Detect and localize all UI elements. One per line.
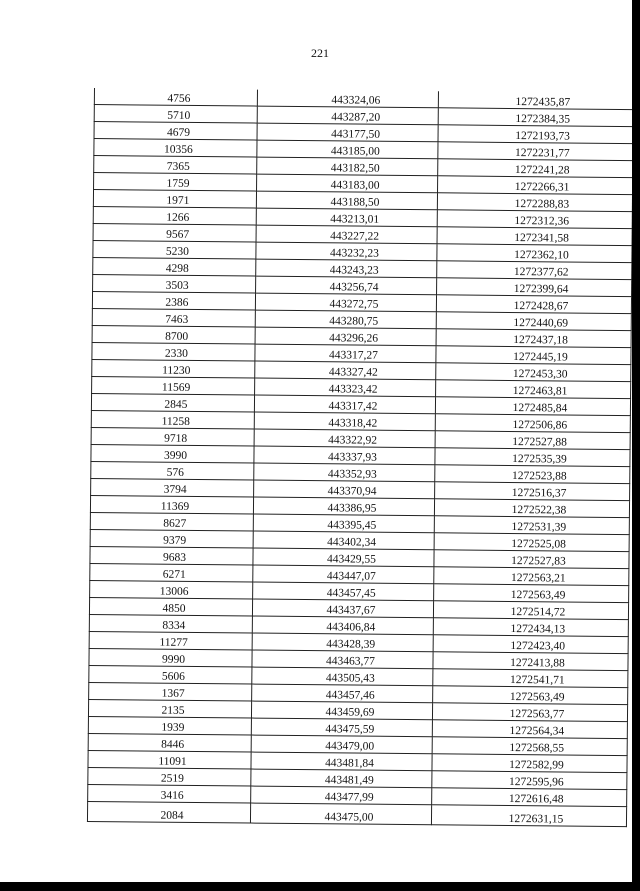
point-id-cell: 8627 [90,512,253,531]
y-coordinate-cell: 1272514,72 [433,601,628,620]
point-id-cell: 3416 [88,784,251,803]
x-coordinate-cell: 443463,77 [252,650,433,669]
point-id-cell: 5606 [89,665,252,684]
x-coordinate-cell: 443185,00 [257,140,438,159]
x-coordinate-cell: 443406,84 [252,616,433,635]
y-coordinate-cell: 1272516,37 [435,482,630,501]
y-coordinate-cell: 1272523,88 [435,465,630,484]
y-coordinate-cell: 1272288,83 [437,193,632,212]
y-coordinate-cell: 1272453,30 [436,363,631,382]
y-coordinate-cell: 1272384,35 [438,108,633,127]
x-coordinate-cell: 443317,27 [255,344,436,363]
point-id-cell: 9379 [90,529,253,548]
y-coordinate-cell: 1272563,49 [434,584,629,603]
point-id-cell: 1759 [94,173,257,192]
y-coordinate-cell: 1272231,77 [438,142,633,161]
y-coordinate-cell: 1272563,49 [433,686,628,705]
y-coordinate-cell: 1272440,69 [436,312,631,331]
y-coordinate-cell: 1272485,84 [435,397,630,416]
y-coordinate-cell: 1272312,36 [437,210,632,229]
point-id-cell: 2845 [91,393,254,412]
y-coordinate-cell: 1272541,71 [433,669,628,688]
y-coordinate-cell: 1272563,21 [434,567,629,586]
x-coordinate-cell: 443322,92 [254,429,435,448]
y-coordinate-cell: 1272582,99 [432,754,627,773]
y-coordinate-cell: 1272266,31 [438,176,633,195]
x-coordinate-cell: 443317,42 [254,395,435,414]
x-coordinate-cell: 443318,42 [254,412,435,431]
point-id-cell: 2084 [87,801,250,823]
x-coordinate-cell: 443232,23 [256,242,437,261]
point-id-cell: 3794 [91,478,254,497]
y-coordinate-cell: 1272531,39 [434,516,629,535]
point-id-cell: 3990 [91,444,254,463]
y-coordinate-cell: 1272341,58 [437,227,632,246]
page-number: 221 [311,46,329,60]
y-coordinate-cell: 1272362,10 [437,244,632,263]
point-id-cell: 8700 [92,325,255,344]
y-coordinate-cell: 1272527,83 [434,550,629,569]
scan-border-right [632,0,640,891]
point-id-cell: 4679 [94,122,257,141]
point-id-cell: 2330 [92,342,255,361]
y-coordinate-cell: 1272241,28 [438,159,633,178]
point-id-cell: 11091 [88,750,251,769]
x-coordinate-cell: 443327,42 [255,361,436,380]
point-id-cell: 11569 [92,376,255,395]
x-coordinate-cell: 443256,74 [256,276,437,295]
y-coordinate-cell: 1272423,40 [433,635,628,654]
x-coordinate-cell: 443437,67 [252,599,433,618]
x-coordinate-cell: 443323,42 [255,378,436,397]
y-coordinate-cell: 1272435,87 [438,91,633,109]
y-coordinate-cell: 1272595,96 [432,771,627,790]
point-id-cell: 2386 [92,291,255,310]
point-id-cell: 5230 [93,240,256,259]
point-id-cell: 8334 [89,614,252,633]
point-id-cell: 4298 [93,257,256,276]
point-id-cell: 5710 [94,105,257,124]
point-id-cell: 4850 [89,597,252,616]
coordinates-table-body [87,88,633,827]
x-coordinate-cell: 443477,99 [251,786,432,805]
point-id-cell: 7365 [94,156,257,175]
coordinates-table [87,88,634,827]
x-coordinate-cell: 443324,06 [257,90,438,108]
point-id-cell: 6271 [90,563,253,582]
y-coordinate-cell: 1272525,08 [434,533,629,552]
point-id-cell: 3503 [93,274,256,293]
y-coordinate-cell: 1272193,73 [438,125,633,144]
point-id-cell: 4756 [94,88,257,106]
y-coordinate-cell: 1272437,18 [436,329,631,348]
y-coordinate-cell: 1272527,88 [435,431,630,450]
point-id-cell: 2519 [88,767,251,786]
y-coordinate-cell: 1272428,67 [436,295,631,314]
x-coordinate-cell: 443227,22 [256,225,437,244]
x-coordinate-cell: 443429,55 [253,548,434,567]
point-id-cell: 1971 [93,190,256,209]
y-coordinate-cell: 1272631,15 [431,805,626,827]
coordinates-table-wrapper [87,88,634,827]
x-coordinate-cell: 443287,20 [257,106,438,125]
x-coordinate-cell: 443183,00 [257,174,438,193]
x-coordinate-cell: 443280,75 [255,310,436,329]
y-coordinate-cell: 1272522,38 [434,499,629,518]
y-coordinate-cell: 1272399,64 [437,278,632,297]
y-coordinate-cell: 1272413,88 [433,652,628,671]
x-coordinate-cell: 443370,94 [254,480,435,499]
x-coordinate-cell: 443428,39 [252,633,433,652]
point-id-cell: 576 [91,461,254,480]
point-id-cell: 13006 [90,580,253,599]
x-coordinate-cell: 443386,95 [253,497,434,516]
x-coordinate-cell: 443505,43 [252,667,433,686]
point-id-cell: 11230 [92,359,255,378]
x-coordinate-cell: 443481,84 [251,752,432,771]
x-coordinate-cell: 443459,69 [251,701,432,720]
y-coordinate-cell: 1272434,13 [433,618,628,637]
x-coordinate-cell: 443475,59 [251,718,432,737]
x-coordinate-cell: 443177,50 [257,123,438,142]
x-coordinate-cell: 443479,00 [251,735,432,754]
point-id-cell: 1266 [93,206,256,225]
x-coordinate-cell: 443213,01 [256,208,437,227]
y-coordinate-cell: 1272535,39 [435,448,630,467]
point-id-cell: 11277 [89,631,252,650]
y-coordinate-cell: 1272506,86 [435,414,630,433]
point-id-cell: 11369 [90,495,253,514]
point-id-cell: 8446 [88,733,251,752]
y-coordinate-cell: 1272377,62 [437,261,632,280]
x-coordinate-cell: 443475,00 [250,803,431,825]
x-coordinate-cell: 443337,93 [254,446,435,465]
x-coordinate-cell: 443188,50 [256,191,437,210]
point-id-cell: 10356 [94,139,257,158]
point-id-cell: 2135 [88,699,251,718]
x-coordinate-cell: 443182,50 [257,157,438,176]
scan-border-bottom [0,882,640,891]
point-id-cell: 9718 [91,427,254,446]
x-coordinate-cell: 443272,75 [255,293,436,312]
point-id-cell: 11258 [91,410,254,429]
y-coordinate-cell: 1272616,48 [432,788,627,807]
y-coordinate-cell: 1272564,34 [432,720,627,739]
point-id-cell: 7463 [92,308,255,327]
point-id-cell: 9567 [93,223,256,242]
x-coordinate-cell: 443243,23 [256,259,437,278]
y-coordinate-cell: 1272568,55 [432,737,627,756]
x-coordinate-cell: 443457,45 [253,582,434,601]
x-coordinate-cell: 443457,46 [252,684,433,703]
x-coordinate-cell: 443395,45 [253,514,434,533]
point-id-cell: 1939 [88,716,251,735]
x-coordinate-cell: 443352,93 [254,463,435,482]
point-id-cell: 9990 [89,648,252,667]
x-coordinate-cell: 443296,26 [255,327,436,346]
x-coordinate-cell: 443447,07 [253,565,434,584]
y-coordinate-cell: 1272563,77 [432,703,627,722]
x-coordinate-cell: 443402,34 [253,531,434,550]
point-id-cell: 9683 [90,546,253,565]
x-coordinate-cell: 443481,49 [251,769,432,788]
point-id-cell: 1367 [89,682,252,701]
y-coordinate-cell: 1272463,81 [436,380,631,399]
y-coordinate-cell: 1272445,19 [436,346,631,365]
